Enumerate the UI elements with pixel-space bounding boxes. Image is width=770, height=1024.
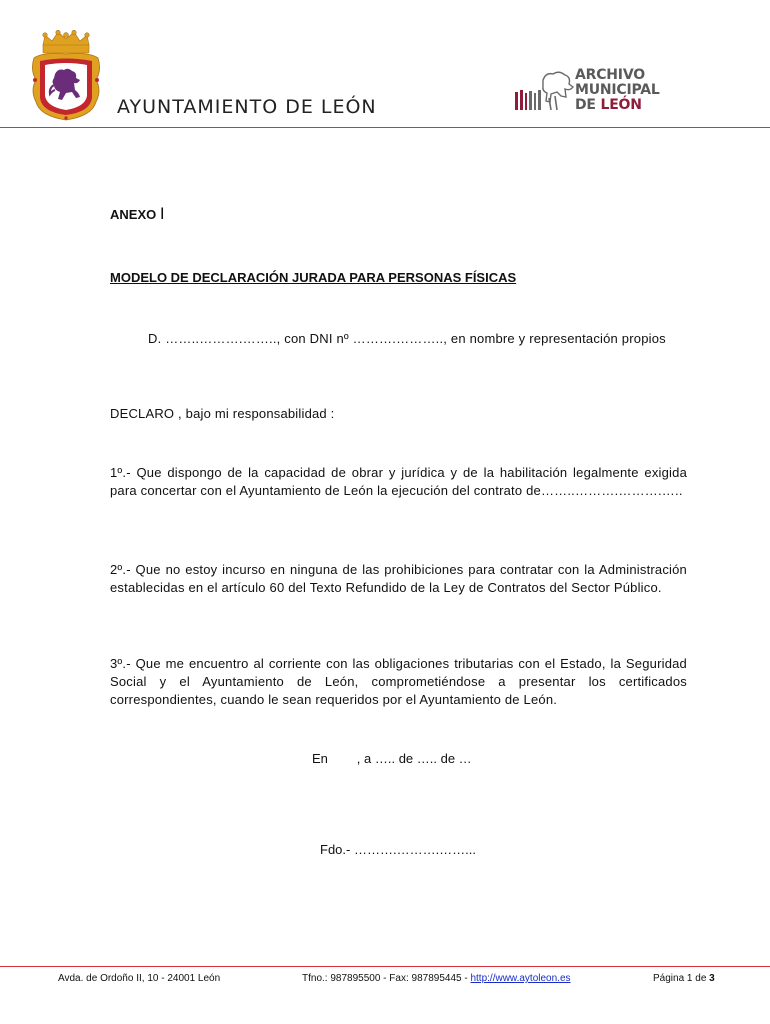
document-title: MODELO DE DECLARACIÓN JURADA PARA PERSONAS FÍSICAS bbox=[110, 270, 517, 285]
footer-address: Avda. de Ordoño II, 10 - 24001 León bbox=[58, 973, 221, 984]
leon-crest-icon bbox=[30, 30, 102, 122]
header-rule bbox=[0, 127, 770, 128]
footer-phone-fax: Tfno.: 987895500 - Fax: 987895445 - bbox=[302, 973, 471, 984]
archive-logo-icon bbox=[513, 66, 575, 116]
declaration-point-1: 1º.- Que dispongo de la capacidad de obrar y jurídica y de la habilitación legalmente exigida para concertar con el Ayuntamiento de León la ejecución del contrato de……..……….……….….. bbox=[110, 465, 687, 498]
declaration-point-3: 3º.- Que me encuentro al corriente con las obligaciones tributarias con el Estado, la Seguridad Social y el Ayuntamiento de León, comprometiéndose a presentar los certificados correspondientes, cuando le sean requeridos por el Ayuntamiento de León. bbox=[110, 656, 687, 707]
annex-number: I bbox=[159, 204, 165, 223]
archive-logo-line3-accent: LEÓN bbox=[600, 97, 642, 113]
place-date-line: En , a ….. de ….. de … bbox=[312, 751, 472, 766]
archive-logo-line1: ARCHIVO bbox=[575, 67, 645, 83]
declaration-intro: DECLARO , bajo mi responsabilidad : bbox=[110, 406, 335, 421]
footer-page-number bbox=[653, 973, 715, 984]
archive-logo-line3-prefix: DE bbox=[575, 97, 601, 113]
city-name: AYUNTAMIENTO DE LEÓN bbox=[117, 96, 377, 118]
footer-contact bbox=[302, 973, 571, 984]
declaration-point-2: 2º.- Que no estoy incurso en ninguna de las prohibiciones para contratar con la Administración establecidas en el artículo 60 del Texto Refundido de la Ley de Contratos del Sector Público. bbox=[110, 562, 687, 595]
archive-logo-line2: MUNICIPAL bbox=[575, 82, 660, 98]
declarant-name-line: D. ……..……….…….., con DNI nº ……….……….., en nombre y representación propios bbox=[148, 331, 666, 346]
archive-logo-text bbox=[575, 68, 660, 113]
annex-heading bbox=[110, 204, 165, 224]
archive-logo-line3 bbox=[575, 98, 660, 113]
signature-line: Fdo.- ……….……….……... bbox=[320, 842, 477, 857]
page-total: 3 bbox=[709, 973, 715, 984]
page-label: Página 1 de bbox=[653, 973, 710, 984]
footer-rule bbox=[0, 966, 770, 967]
footer-website-link[interactable]: http://www.aytoleon.es bbox=[470, 973, 571, 984]
annex-label: ANEXO bbox=[110, 207, 157, 222]
